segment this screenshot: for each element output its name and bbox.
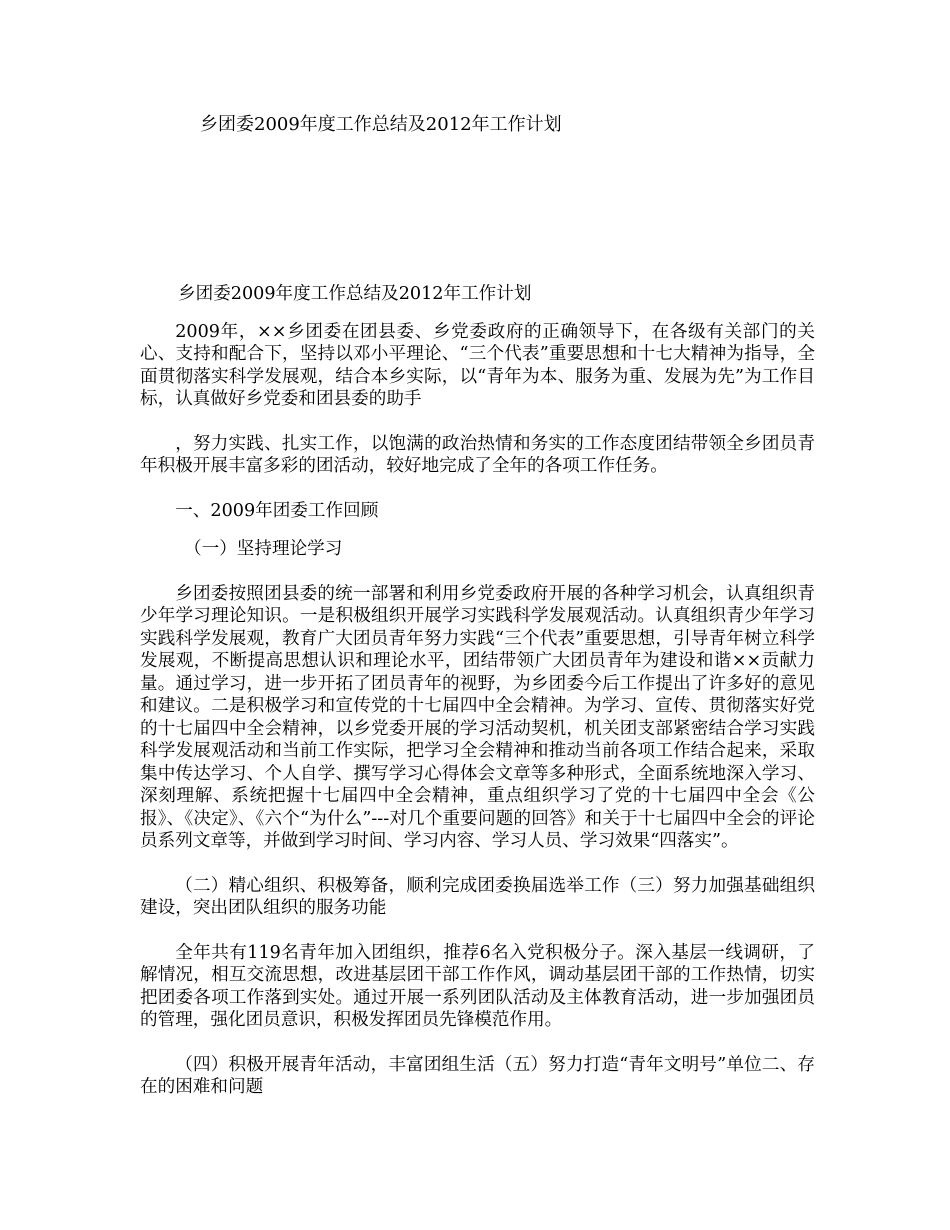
section-heading-review: 一、2009年团委工作回顾	[175, 500, 379, 521]
document-body	[140, 283, 815, 1099]
paragraph-intro-continued: ，努力实践、扎实工作，以饱满的政治热情和务实的工作态度团结带领全乡团员青年积极开展丰富多彩的团活动，较好地完成了全年的各项工作任务。	[140, 433, 815, 476]
subsection-heading-theory: （一）坚持理论学习	[184, 539, 343, 559]
paragraph-intro: 2009年，××乡团委在团县委、乡党委政府的正确领导下，在各级有关部门的关心、支持和配合下，坚持以邓小平理论、“三个代表”重要思想和十七大精神为指导，全面贯彻落实科学发展观，结合本乡实际，以“青年为本、服务为重、发展为先”为工作目标，认真做好乡党委和团县委的助手	[140, 321, 815, 409]
document-title: 乡团委2009年度工作总结及2012年工作计划	[178, 284, 532, 304]
subsection-heading-election: （二）精心组织、积极筹备，顺利完成团委换届选举工作（三）努力加强基础组织建设，突出团队组织的服务功能	[140, 875, 815, 918]
paragraph-theory-study: 乡团委按照团县委的统一部署和利用乡党委政府开展的各种学习机会，认真组织青少年学习理论知识。一是积极组织开展学习实践科学发展观活动。认真组织青少年学习实践科学发展观，教育广大团员青年努力实践“三个代表”重要思想，引导青年树立科学发展观，不断提高思想认识和理论水平，团结带领广大团员青年为建设和谐××贡献力量。通过学习，进一步开拓了团员青年的视野，为乡团委今后工作提出了许多好的意见和建议。二是积极学习和宣传党的十七届四中全会精神。为学习、宣传、贯彻落实好党的十七届四中全会精神，以乡党委开展的学习活动契机，机关团支部紧密结合学习实践科学发展观活动和当前工作实际，把学习全会精神和推动当前各项工作结合起来，采取集中传达学习、个人自学、撰写学习心得体会文章等多种形式，全面系统地深入学习、深刻理解、系统把握十七届四中全会精神，重点组织学习了党的十七届四中全会《公报》、《决定》、《六个“为什么”---对几个重要问题的回答》和关于十七届四中全会的评论员系列文章等，并做到学习时间、学习内容、学习人员、学习效果“四落实”。	[140, 583, 815, 851]
header-title: 乡团委2009年度工作总结及2012年工作计划	[200, 114, 562, 135]
subsection-heading-activities: （四）积极开展青年活动，丰富团组生活（五）努力打造“青年文明号”单位二、存在的困难和问题	[140, 1054, 815, 1097]
paragraph-organization: 全年共有119名青年加入团组织，推荐6名入党积极分子。深入基层一线调研，了解情况，相互交流思想，改进基层团干部工作作风，调动基层团干部的工作热情，切实把团委各项工作落到实处。通过开展一系列团队活动及主体教育活动，进一步加强团员的管理，强化团员意识，积极发挥团员先锋模范作用。	[140, 942, 815, 1030]
